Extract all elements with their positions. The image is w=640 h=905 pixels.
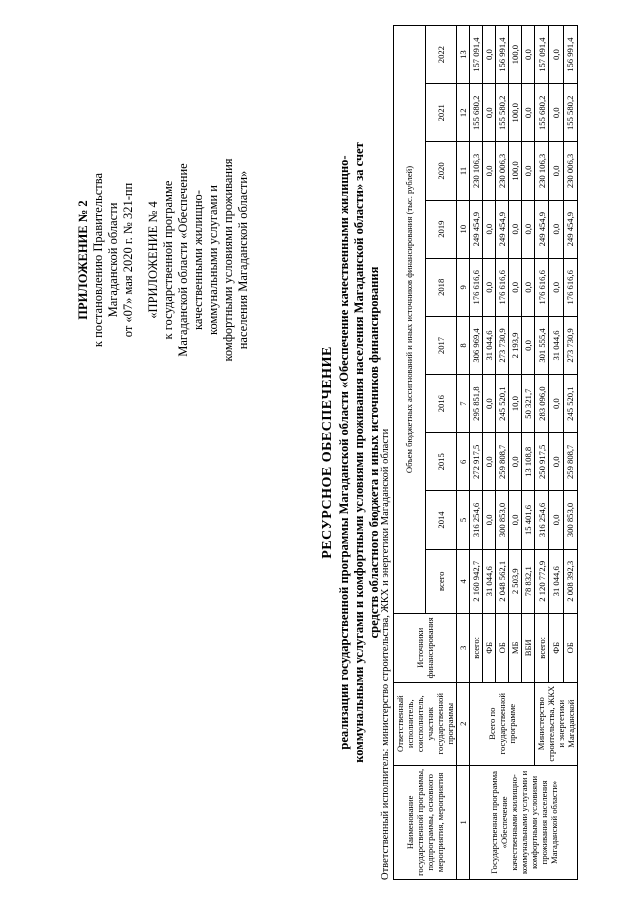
title-main: РЕСУРСНОЕ ОБЕСПЕЧЕНИЕ <box>320 346 335 559</box>
appendix-date: от «07» мая 2020 г. № 321-пп <box>121 182 135 338</box>
value-cell: 0,0 <box>509 258 522 316</box>
value-cell: 249 454,9 <box>563 200 577 258</box>
column-number: 5 <box>457 491 470 549</box>
value-cell: 0,0 <box>549 491 563 549</box>
appendix-line: Магаданской области <box>106 202 120 318</box>
header-row <box>394 26 426 880</box>
value-cell: 249 454,9 <box>470 200 483 258</box>
value-cell: 249 454,9 <box>496 200 509 258</box>
col-total-header: всего <box>425 549 457 613</box>
value-cell: 0,0 <box>483 142 496 200</box>
col-volume-header: Объем бюджетных ассигнований и иных источников финансирования (тыс. рублей) <box>394 26 426 614</box>
value-cell: 259 808,7 <box>496 433 509 491</box>
value-cell: 15 401,6 <box>522 491 535 549</box>
value-cell: 0,0 <box>483 84 496 142</box>
program-name-cell: Государственная программа «Обеспечение качественными жилищно-коммунальными услугами и комфортными условиями проживания населения Магаданской области» <box>470 765 578 879</box>
column-number: 10 <box>457 200 470 258</box>
value-cell: 155 580,2 <box>563 84 577 142</box>
value-cell: 0,0 <box>483 200 496 258</box>
value-cell: 10,0 <box>509 375 522 433</box>
column-number: 9 <box>457 258 470 316</box>
value-cell: 31 044,6 <box>483 316 496 374</box>
value-cell: 0,0 <box>483 433 496 491</box>
col-year-header: 2015 <box>425 433 457 491</box>
resource-table <box>393 25 578 880</box>
source-cell: ОБ <box>563 613 577 682</box>
col-executor-header: Ответственный исполнитель, соисполнитель, участник государственной программы <box>394 682 457 765</box>
value-cell: 272 917,5 <box>470 433 483 491</box>
value-cell: 300 853,0 <box>563 491 577 549</box>
column-number: 4 <box>457 549 470 613</box>
value-cell: 295 851,8 <box>470 375 483 433</box>
value-cell: 283 096,0 <box>535 375 549 433</box>
value-cell: 78 832,1 <box>522 549 535 613</box>
value-cell: 176 616,6 <box>496 258 509 316</box>
value-cell: 0,0 <box>483 258 496 316</box>
value-cell: 0,0 <box>509 491 522 549</box>
source-cell: МБ <box>509 613 522 682</box>
appendix-line: к постановлению Правительства <box>91 172 105 348</box>
value-cell: 0,0 <box>549 26 563 84</box>
appendix-line: коммунальными услугами и <box>206 185 220 335</box>
value-cell: 100,0 <box>509 26 522 84</box>
value-cell: 273 730,9 <box>563 316 577 374</box>
value-cell: 2 160 942,7 <box>470 549 483 613</box>
title-line: средств областного бюджета и иных источников финансирования <box>367 266 381 639</box>
value-cell: 0,0 <box>522 258 535 316</box>
source-cell: всего: <box>470 613 483 682</box>
value-cell: 100,0 <box>509 84 522 142</box>
value-cell: 230 006,3 <box>563 142 577 200</box>
ministry-cell: Министерство строительства, ЖКХ и энергетики Магаданской <box>535 682 578 765</box>
col-source-header: Источники финансирования <box>394 613 457 682</box>
source-cell: ФБ <box>483 613 496 682</box>
value-cell: 156 991,4 <box>563 26 577 84</box>
source-cell: ФБ <box>549 613 563 682</box>
appendix-line: населения Магаданской области» <box>236 170 250 350</box>
column-number: 2 <box>457 682 470 765</box>
appendix-header <box>76 110 251 410</box>
value-cell: 156 991,4 <box>496 26 509 84</box>
group-total-cell: Всего по государственной программе <box>470 682 535 765</box>
appendix-sub-number: «ПРИЛОЖЕНИЕ № 4 <box>146 201 160 319</box>
value-cell: 155 680,2 <box>535 84 549 142</box>
value-cell: 0,0 <box>509 433 522 491</box>
col-name-header: Наименование государственной программы, подпрограммы, основного мероприятия, мероприятия <box>394 765 457 879</box>
document-title <box>320 40 382 865</box>
value-cell: 31 044,6 <box>549 549 563 613</box>
value-cell: 273 730,9 <box>496 316 509 374</box>
col-year-header: 2014 <box>425 491 457 549</box>
col-year-header: 2018 <box>425 258 457 316</box>
source-cell: ОБ <box>496 613 509 682</box>
col-year-header: 2021 <box>425 84 457 142</box>
value-cell: 0,0 <box>522 26 535 84</box>
value-cell: 2 193,9 <box>509 316 522 374</box>
source-cell: всего: <box>535 613 549 682</box>
value-cell: 230 106,3 <box>535 142 549 200</box>
col-year-header: 2016 <box>425 375 457 433</box>
value-cell: 157 091,4 <box>535 26 549 84</box>
appendix-line: к государственной программе <box>161 180 175 340</box>
value-cell: 2 008 392,3 <box>563 549 577 613</box>
value-cell: 157 091,4 <box>470 26 483 84</box>
column-number: 11 <box>457 142 470 200</box>
value-cell: 0,0 <box>483 491 496 549</box>
value-cell: 0,0 <box>549 142 563 200</box>
value-cell: 0,0 <box>483 26 496 84</box>
value-cell: 2 120 772,9 <box>535 549 549 613</box>
value-cell: 300 853,0 <box>496 491 509 549</box>
value-cell: 176 616,6 <box>563 258 577 316</box>
col-year-header: 2019 <box>425 200 457 258</box>
value-cell: 0,0 <box>549 258 563 316</box>
title-line: реализации государственной программы Магаданской области «Обеспечение качественными жилищно- <box>337 155 351 750</box>
responsible-executor: Ответственный исполнитель: министерство строительства, ЖКХ и энергетики Магаданской области <box>380 428 391 880</box>
value-cell: 306 969,4 <box>470 316 483 374</box>
appendix-line: качественными жилищно- <box>191 190 205 330</box>
value-cell: 0,0 <box>522 84 535 142</box>
column-number: 8 <box>457 316 470 374</box>
value-cell: 0,0 <box>522 200 535 258</box>
column-number: 13 <box>457 26 470 84</box>
value-cell: 230 006,3 <box>496 142 509 200</box>
col-year-header: 2017 <box>425 316 457 374</box>
value-cell: 31 044,6 <box>549 316 563 374</box>
value-cell: 176 616,6 <box>535 258 549 316</box>
value-cell: 0,0 <box>549 200 563 258</box>
value-cell: 0,0 <box>549 84 563 142</box>
value-cell: 155 580,2 <box>496 84 509 142</box>
value-cell: 0,0 <box>522 142 535 200</box>
value-cell: 316 254,6 <box>470 491 483 549</box>
appendix-line: Магаданской области «Обеспечение <box>176 163 190 357</box>
value-cell: 301 555,4 <box>535 316 549 374</box>
column-number: 3 <box>457 613 470 682</box>
value-cell: 50 321,7 <box>522 375 535 433</box>
value-cell: 245 520,1 <box>496 375 509 433</box>
col-year-header: 2022 <box>425 26 457 84</box>
source-cell: ВБИ <box>522 613 535 682</box>
column-number: 7 <box>457 375 470 433</box>
appendix-line: комфортными условиями проживания <box>221 158 235 362</box>
title-line: коммунальными услугами и комфортными условиями проживания населения Магаданской области» за счет <box>352 142 366 763</box>
value-cell: 13 108,8 <box>522 433 535 491</box>
value-cell: 245 520,1 <box>563 375 577 433</box>
column-number: 1 <box>457 765 470 879</box>
value-cell: 176 616,6 <box>470 258 483 316</box>
value-cell: 0,0 <box>522 316 535 374</box>
value-cell: 0,0 <box>549 375 563 433</box>
value-cell: 2 503,9 <box>509 549 522 613</box>
value-cell: 230 106,3 <box>470 142 483 200</box>
value-cell: 316 254,6 <box>535 491 549 549</box>
value-cell: 2 048 562,1 <box>496 549 509 613</box>
table-row <box>535 26 549 880</box>
value-cell: 259 808,7 <box>563 433 577 491</box>
value-cell: 0,0 <box>483 375 496 433</box>
value-cell: 155 680,2 <box>470 84 483 142</box>
value-cell: 31 044,6 <box>483 549 496 613</box>
appendix-number: ПРИЛОЖЕНИЕ № 2 <box>76 200 90 320</box>
column-number: 12 <box>457 84 470 142</box>
column-number: 6 <box>457 433 470 491</box>
col-year-header: 2020 <box>425 142 457 200</box>
value-cell: 250 917,5 <box>535 433 549 491</box>
value-cell: 0,0 <box>509 200 522 258</box>
value-cell: 0,0 <box>549 433 563 491</box>
value-cell: 100,0 <box>509 142 522 200</box>
table-row <box>470 26 483 880</box>
value-cell: 249 454,9 <box>535 200 549 258</box>
column-number-row <box>457 26 470 880</box>
